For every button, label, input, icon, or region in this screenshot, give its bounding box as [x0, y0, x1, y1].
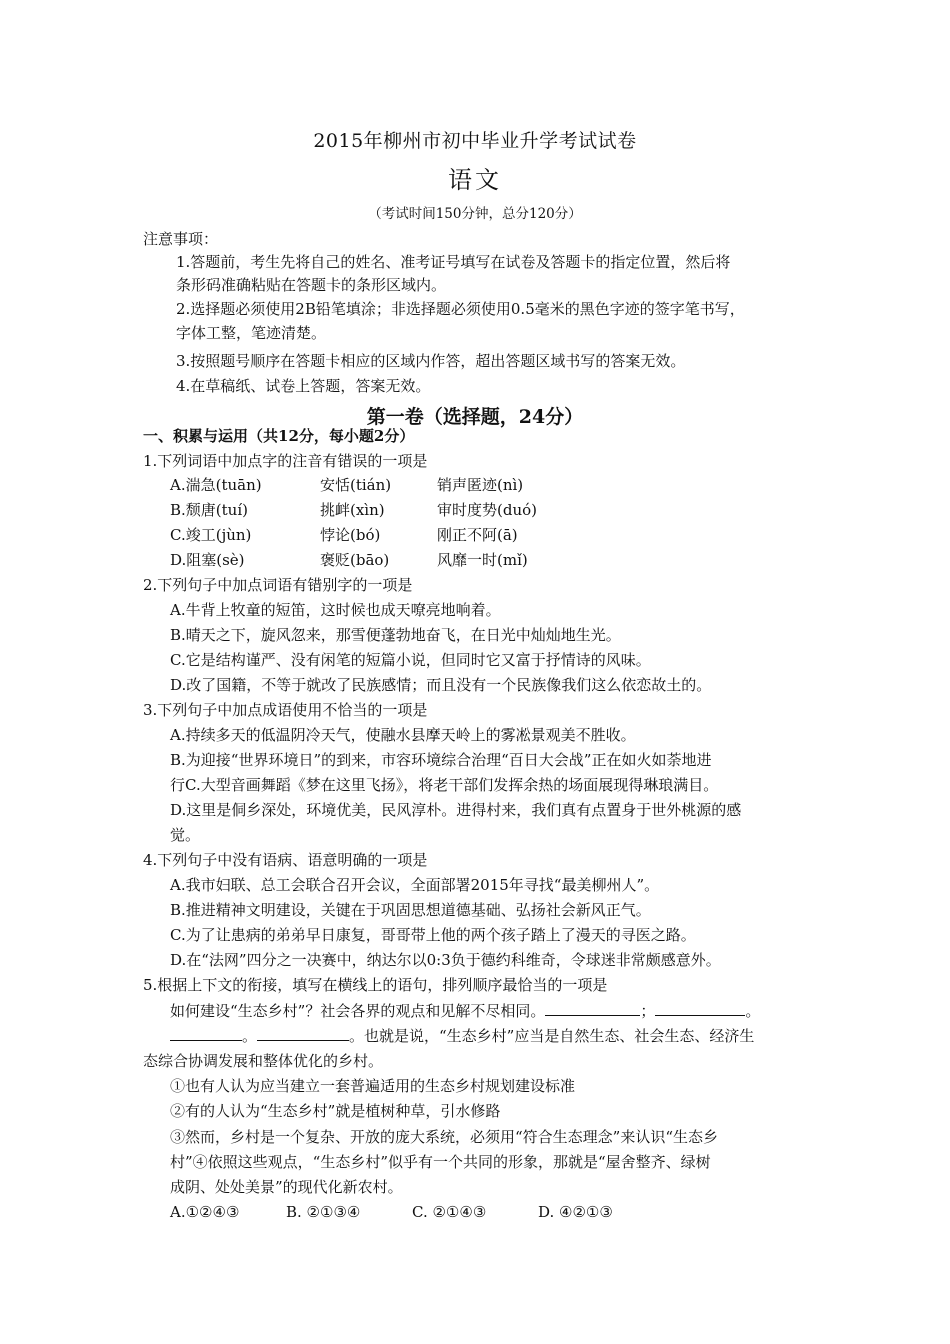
exam-time-info: （考试时间150分钟，总分120分）: [368, 206, 582, 222]
note-line: 字体工整，笔迹清楚。: [176, 324, 327, 342]
q4-option: C.为了让患病的弟弟早日康复，哥哥带上他的两个孩子踏上了漫天的寻医之路。: [170, 926, 696, 944]
q5-passage-text: 如何建设“生态乡村”？社会各界的观点和见解不尽相同。: [170, 1002, 546, 1020]
q4-option: A.我市妇联、总工会联合召开会议，全面部署2015年寻找“最美柳州人”。: [170, 876, 660, 894]
q5-option: B. ②①③④: [286, 1203, 361, 1221]
q3-line: D.这里是侗乡深处，环境优美，民风淳朴。进得村来，我们真有点置身于世外桃源的感: [170, 801, 742, 819]
q5-item: ①也有人认为应当建立一套普遍适用的生态乡村规划建设标准: [170, 1077, 576, 1095]
q5-option: D. ④②①③: [538, 1203, 613, 1221]
q5-item: ③然而，乡村是一个复杂、开放的庞大系统，必须用“符合生态理念”来认识“生态乡: [170, 1128, 719, 1146]
q5-passage-text: 。也就是说，“生态乡村”应当是自然生态、社会生态、经济生: [349, 1027, 755, 1045]
q5-item: 村”④依照这些观点，“生态乡村”似乎有一个共同的形象，那就是“屋舍整齐、绿树: [170, 1153, 711, 1171]
section-title: 第一卷（选择题，24分）: [366, 406, 584, 428]
q5-option: A.①②④③: [170, 1203, 240, 1221]
note-line: 1.答题前，考生先将自己的姓名、准考证号填写在试卷及答题卡的指定位置，然后将: [176, 253, 731, 271]
question-stem: 4.下列句子中没有语病、语意明确的一项是: [143, 851, 428, 869]
note-line: 2.选择题必须使用2B铅笔填涂；非选择题必须使用0.5毫米的黑色字迹的签字笔书写，: [176, 300, 745, 318]
question-stem: 5.根据上下文的衔接，填写在横线上的语句，排列顺序最恰当的一项是: [143, 976, 608, 994]
notes-heading: 注意事项：: [143, 230, 219, 248]
q3-line: 行C.大型音画舞蹈《梦在这里飞扬》，将老干部们发挥余热的场面展现得琳琅满目。: [170, 776, 719, 794]
q1-cell: B.颓唐(tuí): [170, 501, 248, 519]
note-line: 4.在草稿纸、试卷上答题，答案无效。: [176, 377, 431, 395]
q1-cell: 安恬(tián): [320, 476, 392, 494]
q4-option: B.推进精神文明建设，关键在于巩固思想道德基础、弘扬社会新风正气。: [170, 901, 651, 919]
q3-line: 觉。: [170, 826, 201, 844]
q1-cell: 悖论(bó): [320, 526, 381, 544]
q5-passage-line: [170, 1000, 760, 1022]
q5-separator: ；: [640, 1002, 656, 1020]
q1-cell: 挑衅(xìn): [320, 501, 385, 519]
q1-cell: D.阻塞(sè): [170, 551, 245, 569]
q1-cell: A.湍急(tuān): [170, 476, 262, 494]
q4-option: D.在“法网”四分之一决赛中，纳达尔以0:3负于德约科维奇，令球迷非常颇感意外。: [170, 951, 721, 969]
q3-line: A.持续多天的低温阴冷天气，使融水县摩天岭上的雾凇景观美不胜收。: [170, 726, 636, 744]
question-stem: 2.下列句子中加点词语有错别字的一项是: [143, 576, 413, 594]
q1-cell: 审时度势(duó): [437, 501, 537, 519]
q5-passage-line: [170, 1025, 754, 1047]
answer-blank: [257, 1026, 349, 1041]
q1-cell: 销声匿迹(nì): [437, 476, 524, 494]
q5-item: ②有的人认为“生态乡村”就是植树种草，引水修路: [170, 1102, 501, 1120]
q1-cell: 风靡一时(mǐ): [437, 551, 528, 569]
q1-cell: 刚正不阿(ā): [437, 526, 518, 544]
question-stem: 1.下列词语中加点字的注音有错误的一项是: [143, 452, 428, 470]
q5-separator: 。: [745, 1002, 761, 1020]
note-line: 条形码准确粘贴在答题卡的条形区域内。: [176, 276, 447, 294]
q2-option: D.改了国籍，不等于就改了民族感情；而且没有一个民族像我们这么依恋故土的。: [170, 676, 712, 694]
note-line: 3.按照题号顺序在答题卡相应的区域内作答，超出答题区域书写的答案无效。: [176, 352, 686, 370]
q5-passage-line: 态综合协调发展和整体优化的乡村。: [143, 1052, 384, 1070]
q1-cell: C.竣工(jùn): [170, 526, 252, 544]
q1-cell: 褒贬(bāo): [320, 551, 390, 569]
q2-option: A.牛背上牧童的短笛，这时候也成天嘹亮地响着。: [170, 601, 501, 619]
part-heading: 一、积累与运用（共12分，每小题2分）: [143, 427, 415, 445]
q5-option: C. ②①④③: [412, 1203, 487, 1221]
exam-title: 2015年柳州市初中毕业升学考试试卷: [313, 130, 637, 152]
q2-option: C.它是结构谨严、没有闲笔的短篇小说，但同时它又富于抒情诗的风味。: [170, 651, 651, 669]
q5-item: 成阴、处处美景”的现代化新农村。: [170, 1178, 403, 1196]
q3-line: B.为迎接“世界环境日”的到来，市容环境综合治理“百日大会战”正在如火如荼地进: [170, 751, 712, 769]
answer-blank: [170, 1026, 242, 1041]
answer-blank: [655, 1001, 745, 1016]
q2-option: B.晴天之下，旋风忽来，那雪便蓬勃地奋飞，在日光中灿灿地生光。: [170, 626, 621, 644]
q5-separator: 。: [242, 1027, 258, 1045]
exam-subject: 语文: [448, 166, 502, 194]
question-stem: 3.下列句子中加点成语使用不恰当的一项是: [143, 701, 428, 719]
answer-blank: [545, 1001, 640, 1016]
